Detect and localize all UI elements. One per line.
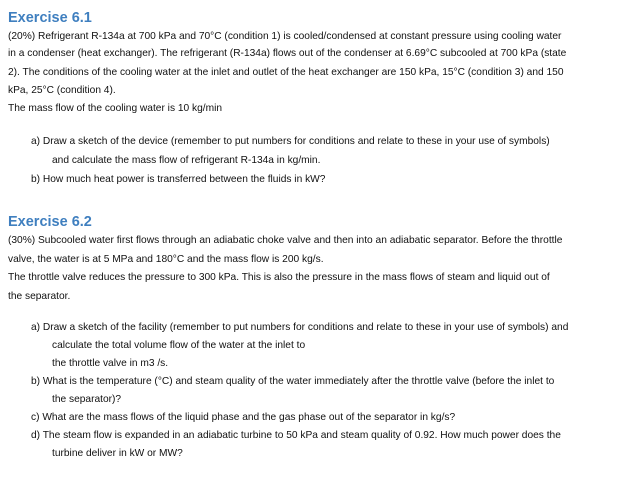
exercise-6-1-question-a-cont: and calculate the mass flow of refrigerant R-134a in kg/min. [52,155,321,166]
exercise-6-1-paragraph-line: kPa, 25°C (condition 4). [8,85,116,96]
exercise-6-2-question-a: a) Draw a sketch of the facility (remember to put numbers for conditions and relate to these in your use of symbols) and [31,322,569,333]
exercise-6-2-title: Exercise 6.2 [8,214,92,230]
exercise-6-1-paragraph-line: 2). The conditions of the cooling water at the inlet and outlet of the heat exchanger are 150 kPa, 15°C (condition 3) and 150 [8,67,564,78]
exercise-6-1-title: Exercise 6.1 [8,10,92,26]
exercise-6-2-question-b: b) What is the temperature (°C) and steam quality of the water immediately after the throttle valve (before the inlet to [31,376,555,387]
exercise-6-2-paragraph-line: (30%) Subcooled water first flows through an adiabatic choke valve and then into an adiabatic separator. Before the throttle [8,235,563,246]
exercise-6-2-question-a-cont: the throttle valve in m3 /s. [52,358,169,369]
exercise-6-2-question-c: c) What are the mass flows of the liquid phase and the gas phase out of the separator in kg/s? [31,412,456,423]
exercise-6-2-paragraph-line: valve, the water is at 5 MPa and 180°C and the mass flow is 200 kg/s. [8,254,324,265]
exercise-6-1-paragraph-line: (20%) Refrigerant R-134a at 700 kPa and 70°C (condition 1) is cooled/condensed at constant pressure using cooling water [8,31,562,42]
exercise-6-2-paragraph-line: The throttle valve reduces the pressure to 300 kPa. This is also the pressure in the mass flows of steam and liquid out of [8,272,550,283]
exercise-6-1-paragraph-line: The mass flow of the cooling water is 10 kg/min [8,103,223,114]
exercise-6-2-question-d: d) The steam flow is expanded in an adiabatic turbine to 50 kPa and steam quality of 0.92. How much power does the [31,430,561,441]
exercise-6-2-question-b-cont: the separator)? [52,394,122,405]
exercise-6-2-question-a-cont: calculate the total volume flow of the water at the inlet to [52,340,306,351]
exercise-6-1-paragraph-line: in a condenser (heat exchanger). The refrigerant (R-134a) flows out of the condenser at 6.69°C subcooled at 700 kPa (state [8,48,567,59]
exercise-6-1-question-a: a) Draw a sketch of the device (remember to put numbers for conditions and relate to these in your use of symbols) [31,136,550,147]
exercise-6-2-paragraph-line: the separator. [8,291,71,302]
exercise-6-2-question-d-cont: turbine deliver in kW or MW? [52,448,183,459]
exercise-6-1-question-b: b) How much heat power is transferred between the fluids in kW? [31,174,326,185]
